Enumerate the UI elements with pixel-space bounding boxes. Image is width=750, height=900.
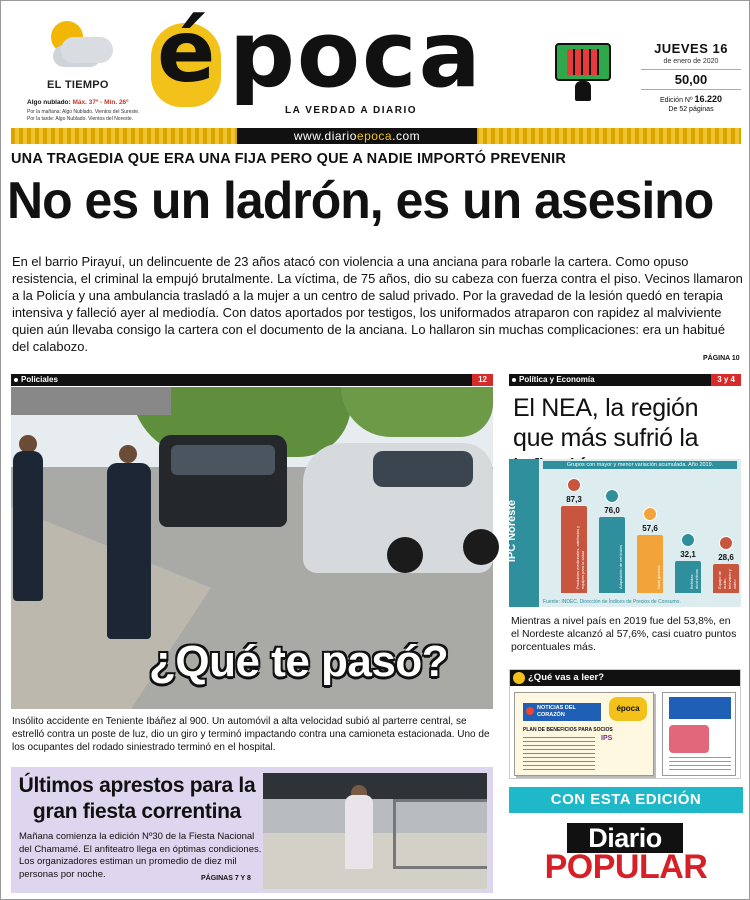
chart-category-icon	[681, 533, 695, 547]
chart-category-label: Bebidas alcohólicas	[689, 569, 699, 589]
diario-popular-logo[interactable]	[509, 819, 743, 891]
chart-value-label: 76,0	[604, 506, 620, 515]
photo-headline: ¿Qué te pasó?	[149, 637, 449, 686]
lead-body: En el barrio Pirayuí, un delincuente de 23 años atacó con violencia a una anciana para robarle la cartera. Como opuso resistencia, el criminal la empujó brutalmente. La víctima, de 75 años, dio su cabeza con fuerza contra el piso. Vecinos llamaron a la Policía y una ambulancia trasladó a la mujer a un centro de salud privado. Por la gravedad de la lesión quedó en terapia intensiva y falleció ayer al mediodía. Con datos aportados por testigos, los uniformados atraparon con rapidez al malviviente quien aún llevaba consigo la cartera con el documento de la anciana. Lo hallaron sin muchas complicaciones: era un habitué del calabozo.	[12, 254, 743, 354]
section-page: 3 y 4	[711, 374, 741, 386]
heart-icon	[526, 707, 534, 715]
chart-source: Fuente: INDEC. Dirección de Índices de Precios de Consumo.	[543, 599, 681, 605]
weather-condition: Algo nublado:	[27, 99, 71, 106]
economia-headline[interactable]: El NEA, la región que más sufrió la	[513, 394, 699, 452]
smiley-icon	[513, 672, 525, 684]
officer-figure	[13, 451, 43, 601]
supplement-back-page	[662, 692, 736, 776]
economia-text: Mientras a nivel país en 2019 fue del 53,8%, en el Nordeste alcanzó al 57,6%, casi cuatro puntos porcentuales más.	[511, 616, 737, 653]
officer-figure	[107, 463, 151, 639]
masthead-logo	[151, 1, 531, 127]
supplement-cover	[514, 692, 654, 776]
supplement-plan: PLAN DE BENEFICIOS PARA SOCIOS	[523, 727, 613, 733]
chart-value-label: 57,6	[642, 524, 658, 533]
lead-headline[interactable]: No es un ladrón, es un asesino	[7, 172, 714, 230]
photo-caption: Insólito accidente en Teniente Ibáñez al 900. Un automóvil a alta velocidad subió al parterre central, se estrelló contra un poste de luz, dio un giro y terminó impactando contra una camioneta estacionada. Uno de los ocupantes del rodado siniestrado terminó en el hospital.	[12, 716, 490, 753]
weather-box	[23, 15, 141, 123]
supplement-title: ¿Qué vas a leer?	[528, 672, 605, 683]
chart-value-label: 32,1	[680, 550, 696, 559]
ips-logo: IPS	[601, 735, 613, 742]
man-figure	[345, 795, 373, 869]
lead-page-ref: PÁGINA 10	[703, 355, 740, 362]
bullet-icon	[512, 378, 516, 382]
fiesta-title: Últimos aprestos para la gran fiesta correntina	[18, 774, 256, 823]
supplement-cover-title: NOTICIAS DEL CORAZÓN	[537, 705, 576, 718]
inflation-chart	[506, 459, 741, 607]
weather-title: EL TIEMPO	[47, 79, 109, 91]
logo-initial-badge	[151, 2, 221, 107]
weather-morning: Por la mañana: Algo Nublado. Vientos del Sureste.	[27, 109, 140, 115]
supplement-box[interactable]	[509, 669, 741, 779]
accident-photo[interactable]	[11, 387, 493, 709]
section-label: Policiales	[21, 375, 58, 384]
with-edition-banner: CON ESTA EDICIÓN	[509, 787, 743, 813]
edition-pages: De 52 páginas	[668, 106, 714, 113]
chart-category-label: Adquisición de vehículos	[618, 544, 623, 589]
chart-side-band	[506, 459, 539, 607]
chart-value-label: 87,3	[566, 495, 582, 504]
accordion-icon	[545, 29, 623, 105]
cloud-icon	[61, 37, 113, 63]
chart-category-icon	[605, 489, 619, 503]
suv-shape	[159, 435, 287, 527]
edition-date: de enero de 2020	[663, 58, 719, 65]
site-url[interactable]: www.diarioepoca.com	[237, 128, 477, 144]
supplement-bar	[510, 670, 740, 686]
chart-category-icon	[567, 478, 581, 492]
masthead-slogan: LA VERDAD A DIARIO	[285, 105, 417, 116]
chart-category-icon	[643, 507, 657, 521]
edition-weekday: JUEVES 16	[654, 41, 728, 56]
popular-bottom: POPULAR	[544, 848, 708, 886]
chart-value-label: 28,6	[718, 553, 734, 562]
section-label: Política y Economía	[519, 375, 595, 384]
chart-category-label: Equipo de audio, televisión y video	[717, 569, 737, 589]
chart-category-icon	[719, 536, 733, 550]
logo-word: poca	[229, 1, 483, 108]
weather-afternoon: Por la tarde: Algo Nublado. Vientos del Noreste.	[27, 116, 134, 122]
edition-info	[641, 41, 741, 131]
url-bar	[11, 128, 741, 144]
section-bar-economia	[509, 374, 741, 386]
weather-forecast	[27, 99, 129, 106]
logo-initial: é	[157, 2, 216, 102]
chart-category-label: Nivel general	[656, 565, 661, 589]
chart-side-label: IPC Noreste	[506, 499, 519, 563]
fiesta-photo	[263, 773, 487, 889]
popular-top: Diario	[567, 823, 683, 853]
fiesta-box[interactable]	[11, 767, 493, 893]
bullet-icon	[14, 378, 18, 382]
fiesta-text: Mañana comienza la edición Nº30 de la Fiesta Nacional del Chamamé. El anfiteatro llega en óptimas condiciones. Los organizadores estiman un promedio de diez mil personas por noche.	[19, 831, 262, 880]
fiesta-page-ref: PÁGINAS 7 Y 8	[201, 875, 251, 882]
car-shape	[303, 443, 493, 573]
weather-temps: Máx. 37º - Mín. 26º	[72, 99, 129, 106]
edition-number: Edición Nº 16.220	[660, 94, 722, 104]
chart-category-label: Productos medicinales, artefactos y equipos para la salud	[575, 525, 585, 589]
edition-price: 50,00	[641, 69, 741, 90]
chart-title: Grupos con mayor y menor variación acumulada. Año 2019.	[543, 461, 737, 469]
section-bar-policiales	[11, 374, 493, 386]
section-page: 12	[472, 374, 493, 386]
lead-kicker: UNA TRAGEDIA QUE ERA UNA FIJA PERO QUE A NADIE IMPORTÓ PREVENIR	[11, 151, 567, 167]
supplement-logo: época	[609, 697, 647, 721]
